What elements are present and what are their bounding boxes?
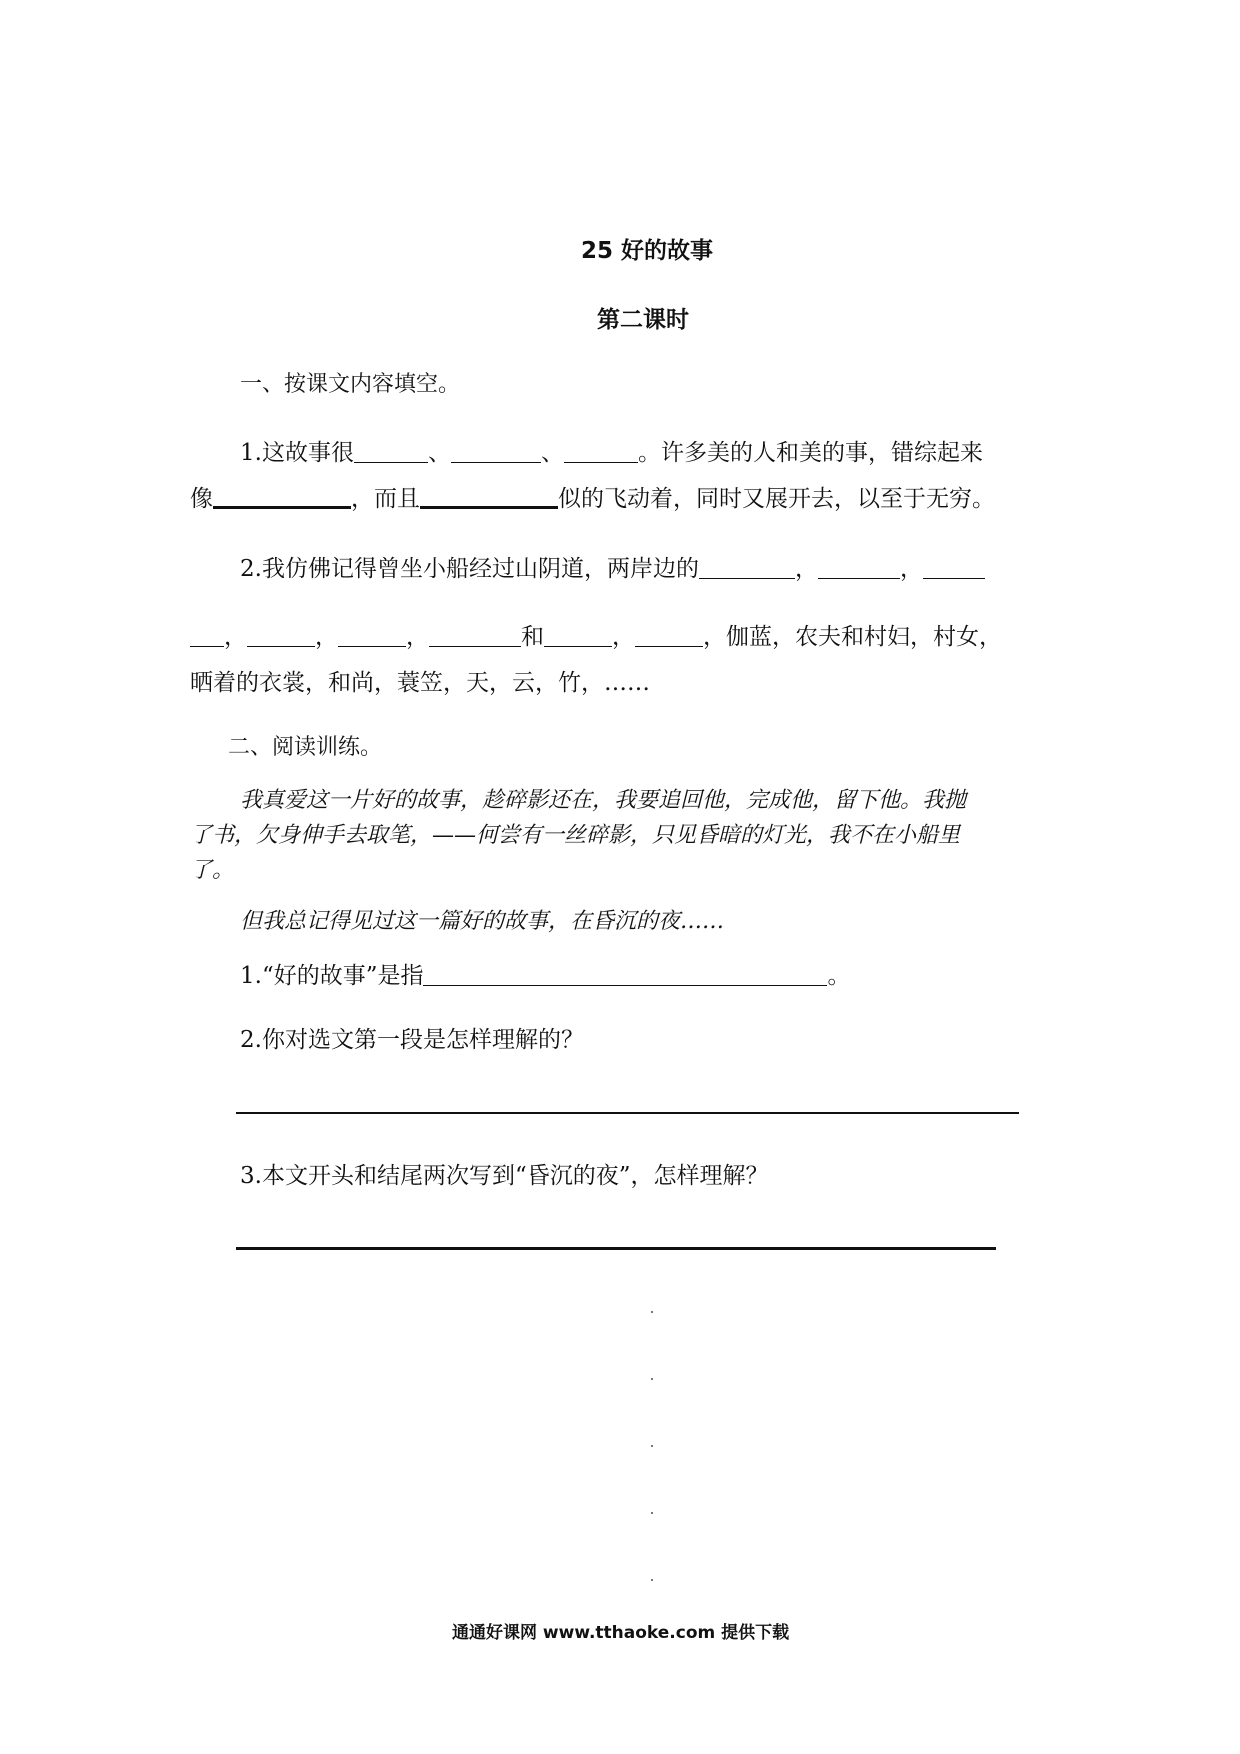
s1-q2-text-a: 2.我仿佛记得曾坐小船经过山阴道，两岸边的 <box>240 556 699 582</box>
answer-blank[interactable] <box>420 483 558 509</box>
s2-q1-text-a: 1.“好的故事”是指 <box>240 963 424 989</box>
s1-q1-text-a: 1.这故事很 <box>240 440 354 466</box>
comma: ， <box>406 624 429 650</box>
page-title: 25 好的故事 <box>581 238 714 264</box>
s1-q1-sep1: 、 <box>427 440 451 466</box>
answer-blank[interactable] <box>190 623 224 647</box>
comma: ， <box>899 556 923 582</box>
answer-blank[interactable] <box>451 439 541 463</box>
answer-blank[interactable] <box>247 623 315 647</box>
comma: ， <box>612 624 635 650</box>
comma: ， <box>315 624 338 650</box>
answer-blank[interactable] <box>699 555 795 579</box>
passage-p1-line2: 了书，欠身伸手去取笔，——何尝有一丝碎影，只见昏暗的灯光，我不在小船里 <box>190 823 961 848</box>
answer-blank[interactable] <box>544 623 612 647</box>
passage-p1-line3: 了。 <box>190 858 235 883</box>
s1-q1-line2 <box>190 480 995 513</box>
s1-q2-line3: 晒着的衣裳，和尚，蓑笠，天，云，竹，…… <box>190 670 650 696</box>
page-subtitle: 第二课时 <box>597 307 689 333</box>
and-word: 和 <box>521 624 544 650</box>
answer-blank[interactable] <box>429 623 521 647</box>
scan-dot <box>651 1378 653 1380</box>
comma: ， <box>224 624 247 650</box>
s1-q1-sep2: 、 <box>540 440 564 466</box>
answer-blank[interactable] <box>338 623 406 647</box>
scan-dot <box>651 1579 653 1581</box>
answer-line[interactable] <box>236 1247 996 1250</box>
s2-q1 <box>240 957 850 990</box>
answer-blank[interactable] <box>818 555 900 579</box>
scan-dot <box>651 1445 653 1447</box>
s2-q1-text-b: 。 <box>827 963 851 989</box>
scan-dot <box>651 1512 653 1514</box>
passage-p1-line1: 我真爱这一片好的故事，趁碎影还在，我要追回他，完成他，留下他。我抛 <box>240 788 967 813</box>
section1-heading: 一、按课文内容填空。 <box>240 372 461 397</box>
answer-blank[interactable] <box>354 439 428 463</box>
answer-blank[interactable] <box>423 962 827 986</box>
answer-blank[interactable] <box>213 483 351 509</box>
s1-q1-line1 <box>240 434 983 467</box>
comma: ， <box>794 556 818 582</box>
scan-dot <box>651 1311 653 1313</box>
s2-q3: 3.本文开头和结尾两次写到“昏沉的夜”，怎样理解？ <box>240 1163 769 1189</box>
s1-q1-text-c: 像 <box>190 486 213 512</box>
s1-q1-text-d: ，而且 <box>351 486 420 512</box>
s1-q1-text-b: 。许多美的人和美的事，错综起来 <box>637 440 983 466</box>
s1-q2-line2 <box>190 618 1002 651</box>
answer-line[interactable] <box>236 1112 1019 1114</box>
passage-p2: 但我总记得见过这一篇好的故事，在昏沉的夜…… <box>240 909 725 934</box>
section2-heading: 二、阅读训练。 <box>228 735 383 760</box>
s1-q1-text-e: 似的飞动着，同时又展开去，以至于无穷。 <box>558 486 995 512</box>
footer-text: 通通好课网 www.tthaoke.com 提供下载 <box>452 1623 790 1643</box>
s1-q2-line1 <box>240 550 985 583</box>
answer-blank[interactable] <box>564 439 638 463</box>
answer-blank[interactable] <box>635 623 703 647</box>
s1-q2-text-b: ，伽蓝，农夫和村妇，村女， <box>703 624 1002 650</box>
s2-q2: 2.你对选文第一段是怎样理解的？ <box>240 1027 584 1053</box>
answer-blank[interactable] <box>923 555 985 579</box>
